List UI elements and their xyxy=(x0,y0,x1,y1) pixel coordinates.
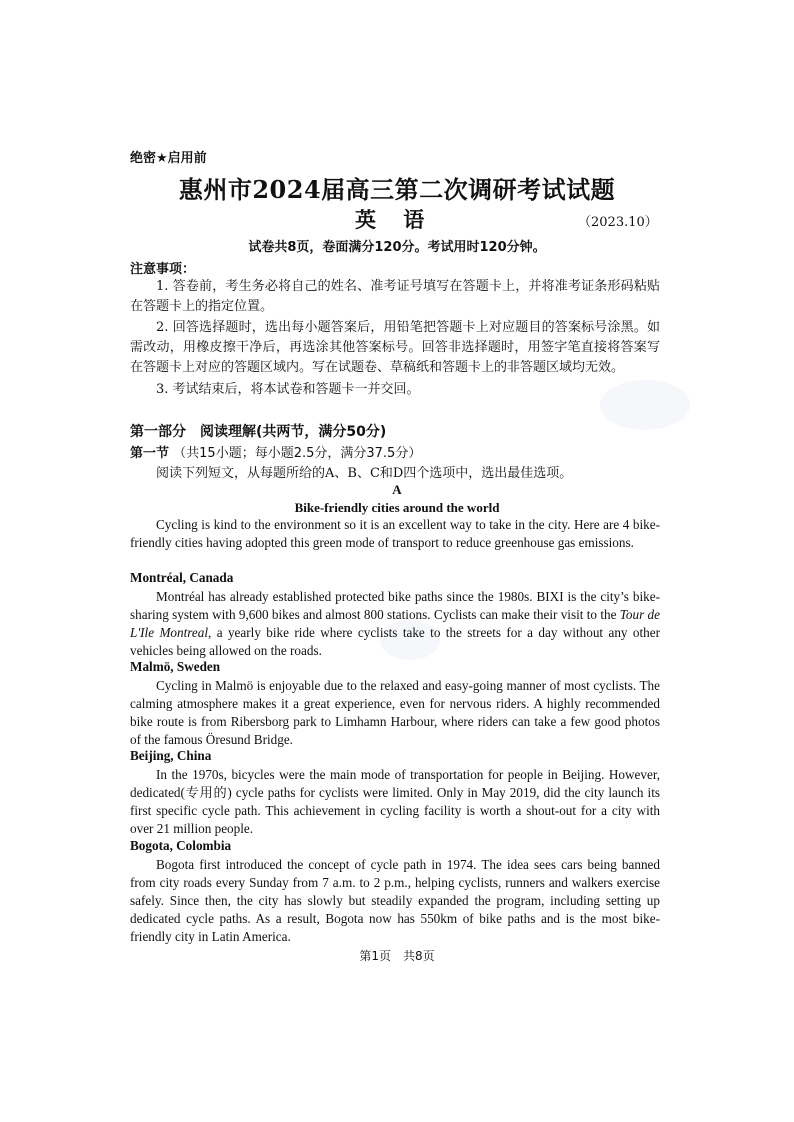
notes-heading: 注意事项： xyxy=(130,262,196,277)
city-text: Montréal has already established protected bike paths since the 1980s. BIXI is the city’s bike-sharing system with 9,600 bikes and almost 800 stations. Cyclists can make their visit to the xyxy=(130,589,660,622)
note-item: 1. 答卷前，考生务必将自己的姓名、准考证号填写在答题卡上，并将准考证条形码粘贴在答题卡上的指定位置。 xyxy=(130,279,660,314)
passage-intro: Cycling is kind to the environment so it is an excellent way to take in the city. Here are 4 bike-friendly cities having adopted this green mode of transport to reduce greenhouse gas emissions. xyxy=(130,517,660,550)
section-heading xyxy=(130,442,421,461)
passage-title: Bike-friendly cities around the world xyxy=(294,500,500,515)
exam-date: （2023.10） xyxy=(578,215,658,230)
exam-title: 惠州市2024届高三第二次调研考试试题 xyxy=(178,175,616,204)
city-paragraph: In the 1970s, bicycles were the main mode of transportation for people in Beijing. However, dedicated(专用的) cycle paths for cyclists were limited. Only in May 2019, did the city launch its first specific cycle path. This achievement in cycling facility is worth a shout-out for a city with over 21 million people. xyxy=(130,767,660,836)
city-paragraph xyxy=(130,588,660,660)
event-name: Tour de L'Ile Montreal xyxy=(130,607,660,640)
subject-title: 英 语 xyxy=(355,207,435,232)
city-text: , a yearly bike ride where cyclists take to the streets for a day without any other vehicles being allowed on the roads. xyxy=(130,625,660,658)
city-paragraph: Bogota first introduced the concept of cycle path in 1974. The idea sees cars being banned from city roads every Sunday from 7 a.m. to 2 p.m., helping cyclists, runners and walkers exercise safely. Since then, the city has slowly but steadily expanded the program, including setting up dedicated cycle paths. As a result, Bogota now has 550km of bike paths and is the most bike-friendly city in Latin America. xyxy=(130,857,660,944)
city-heading: Montréal, Canada xyxy=(130,570,234,585)
passage-label: A xyxy=(392,482,402,497)
city-paragraph: Cycling in Malmö is enjoyable due to the relaxed and easy-going manner of most cyclists. The calming atmosphere makes it a great experience, even for nervous riders. A highly recommended bike route is from Ribersborg park to Limhamn Harbour, where riders can take a few good photos of the famous Öresund Bridge. xyxy=(130,678,660,747)
exam-info: 试卷共8页，卷面满分120分。考试用时120分钟。 xyxy=(248,240,546,255)
section-label: 第一节 xyxy=(130,446,170,461)
confidential-label: 绝密★启用前 xyxy=(130,151,207,166)
note-item: 2. 回答选择题时，选出每小题答案后，用铅笔把答题卡上对应题目的答案标号涂黑。如需改动，用橡皮擦干净后，再选涂其他答案标号。回答非选择题时，用签字笔直接将答案写在答题卡上对应的答题区域内。写在试题卷、草稿纸和答题卡上的非答题区域均无效。 xyxy=(130,320,660,375)
city-heading: Beijing, China xyxy=(130,748,212,763)
section-instruction: 阅读下列短文，从每题所给的A、B、C和D四个选项中，选出最佳选项。 xyxy=(156,466,573,481)
part-heading: 第一部分 阅读理解(共两节，满分50分) xyxy=(130,424,387,440)
page-number: 第1页 共8页 xyxy=(359,949,435,963)
city-heading: Malmö, Sweden xyxy=(130,659,221,674)
city-heading: Bogota, Colombia xyxy=(130,838,232,853)
note-item: 3. 考试结束后，将本试卷和答题卡一并交回。 xyxy=(156,382,420,397)
section-detail: （共15小题；每小题2.5分，满分37.5分） xyxy=(173,446,422,461)
